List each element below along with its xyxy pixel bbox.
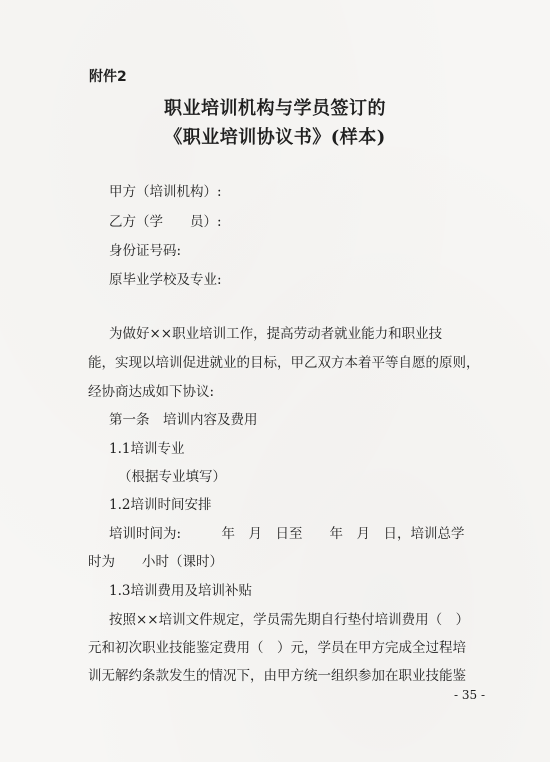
- party-a-label: 甲方（培训机构）:: [109, 184, 222, 200]
- section-1-1: 1.1培训专业: [109, 441, 185, 457]
- page-number: - 35 -: [454, 688, 486, 702]
- article1-heading: 第一条 培训内容及费用: [109, 412, 258, 428]
- intro-line-2: 能，实现以培训促进就业的目标，甲乙双方本着平等自愿的原则，: [88, 355, 480, 371]
- time-line-1: 培训时间为: 年 月 日至 年 月 日，培训总学: [109, 526, 465, 542]
- fee-line-1: 按照××培训文件规定，学员需先期自行垫付培训费用（ ）: [109, 612, 470, 628]
- document-title-line2: 《职业培训协议书》(样本): [164, 127, 386, 148]
- school-label: 原毕业学校及专业:: [109, 272, 222, 288]
- section-1-1-note: （根据专业填写）: [118, 469, 226, 485]
- fee-line-3: 训无解约条款发生的情况下，由甲方统一组织参加在职业技能鉴: [88, 668, 466, 684]
- party-b-label: 乙方（学 员）:: [109, 214, 222, 230]
- section-1-2: 1.2培训时间安排: [109, 497, 212, 513]
- time-line-2: 时为 小时（课时）: [88, 554, 223, 570]
- intro-line-3: 经协商达成如下协议:: [88, 384, 215, 400]
- id-number-label: 身份证号码:: [109, 243, 182, 259]
- section-1-3: 1.3培训费用及培训补贴: [109, 583, 252, 599]
- document-title-line1: 职业培训机构与学员签订的: [164, 98, 386, 119]
- fee-line-2: 元和初次职业技能鉴定费用（ ）元，学员在甲方完成全过程培: [88, 640, 466, 656]
- intro-line-1: 为做好××职业培训工作，提高劳动者就业能力和职业技: [109, 326, 443, 342]
- annex-label: 附件2: [89, 69, 127, 85]
